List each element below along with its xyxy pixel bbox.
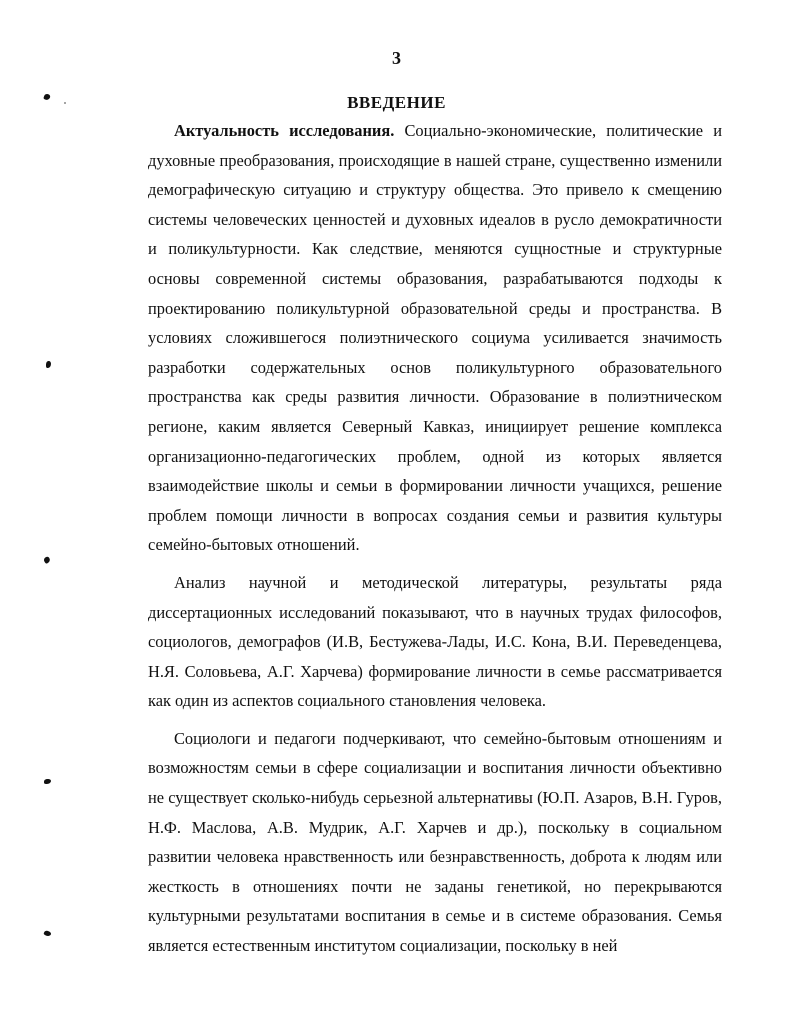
scan-speck: [46, 361, 51, 368]
paragraph-text: Анализ научной и методической литературы, результаты ряда диссертационных исследований показывают, что в научных трудах философов, социологов, демографов (И.В, Бестужева-Лады, И.С. Кона, В.И. Переведенцева, Н.Я. Соловьева, А.Г. Харчева) формирование личности в семье рассматривается как один из аспектов социального становления человека.: [148, 572, 722, 711]
run-in-heading: Актуальность исследования.: [174, 121, 395, 140]
body-text: [148, 116, 722, 961]
page-number: 3: [392, 48, 401, 68]
paragraph-sociologists: [148, 724, 722, 961]
scan-speck: [43, 930, 51, 937]
paragraph-text: Социологи и педагоги подчеркивают, что семейно-бытовым отношениям и возможностям семьи в сфере социализации и воспитания личности объективно не существует сколько-нибудь серьезной альтернативы (Ю.П. Азаров, В.Н. Гуров, Н.Ф. Маслова, А.В. Мудрик, А.Г. Харчев и др.), поскольку в социальном развитии человека нравственность или безнравственность, доброта к людям или жесткость в отношениях почти не заданы генетикой, но перекрываются культурными результатами воспитания в семье и в системе образования. Семья является естественным институтом социализации, поскольку в ней: [148, 728, 722, 956]
paragraph-literature-analysis: [148, 568, 722, 716]
paragraph-text: Социально-экономические, политические и духовные преобразования, происходящие в нашей стране, существенно изменили демографическую ситуацию и структуру общества. Это привело к смещению системы человеческих ценностей и духовных идеалов в русло демократичности и поликультурности. Как следствие, меняются сущностные и структурные основы современной системы образования, разрабатываются подходы к проектированию поликультурной образовательной среды и пространства. В условиях сложившегося полиэтнического социума усиливается значимость разработки содержательных основ поликультурного образовательного пространства как среды развития личности. Образование в полиэтническом регионе, каким является Северный Кавказ, инициирует решение комплекса организационно-педагогических проблем, одной из которых является взаимодействие школы и семьи в формировании личности учащихся, решение проблем помощи личности в вопросах создания семьи и развития культуры семейно-бытовых отношений.: [148, 121, 722, 555]
scan-speck: [44, 779, 51, 784]
section-heading: ВВЕДЕНИЕ: [347, 93, 446, 112]
paragraph-relevance: [148, 116, 722, 560]
scan-speck: [43, 556, 51, 564]
